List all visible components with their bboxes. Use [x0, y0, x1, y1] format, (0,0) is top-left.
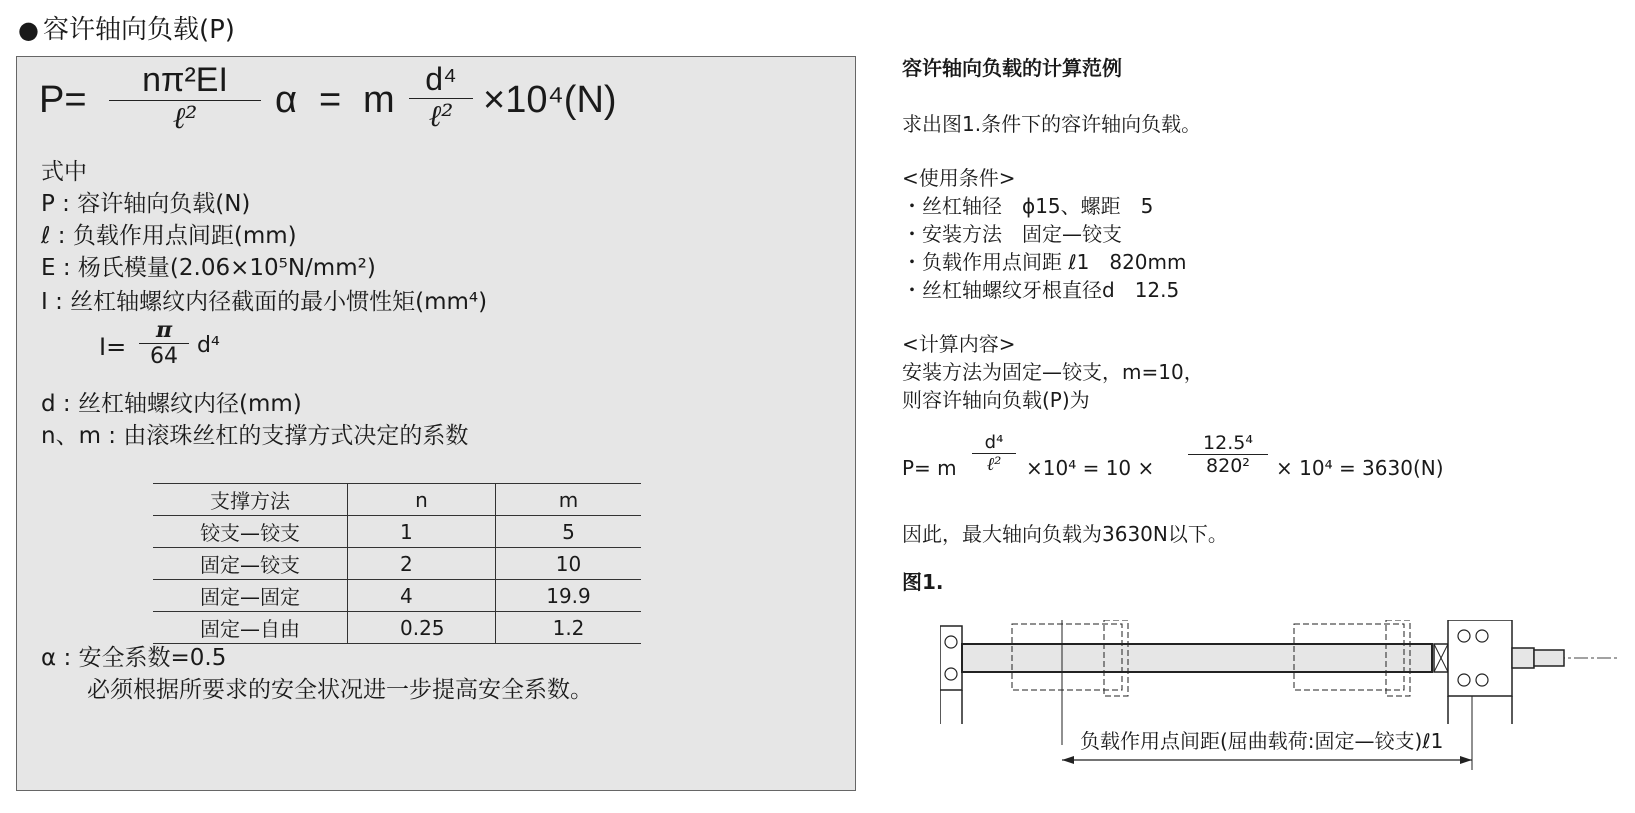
formula-times: ×10⁴(N) [483, 79, 617, 121]
dimension-arrow-right [1460, 756, 1472, 764]
def-nm: n、m : 由滚珠丝杠的支撑方式决定的系数 [41, 423, 469, 449]
formula-panel [16, 56, 856, 791]
table-row [153, 516, 641, 548]
i-formula-fraction [139, 317, 189, 369]
i-formula-lhs: I= [99, 333, 127, 361]
calc-title: <计算内容> [902, 332, 1016, 356]
table-cell: 10 [496, 548, 642, 580]
eq-tail: × 10⁴ = 3630(N) [1276, 456, 1444, 480]
calc-line: 安装方法为固定—铰支，m=10， [902, 360, 1204, 384]
table-cell: 固定—铰支 [153, 548, 348, 580]
conditions-title: <使用条件> [902, 166, 1016, 190]
shaft-end-journal [1534, 650, 1564, 666]
section-title [18, 12, 235, 48]
screw-shaft [962, 644, 1432, 672]
formula-fraction-2 [409, 61, 473, 134]
table-cell: 4 [348, 580, 496, 612]
where-label: 式中 [41, 159, 87, 185]
formula-denominator: ℓ² [172, 101, 198, 136]
formula-p-label: P= [39, 79, 87, 121]
table-header: n [348, 484, 496, 516]
eq-lead: P= m [902, 456, 957, 480]
def-d: d : 丝杠轴螺纹内径(mm) [41, 391, 302, 417]
i-formula-den: 64 [150, 344, 178, 369]
eq-f2-num: 12.5⁴ [1203, 432, 1253, 454]
def-e: E : 杨氏模量(2.06×10⁵N/mm²) [41, 255, 376, 281]
table-header: m [496, 484, 642, 516]
table-cell: 固定—固定 [153, 580, 348, 612]
table-cell: 固定—自由 [153, 612, 348, 644]
formula-fraction-1 [109, 61, 261, 136]
safety-note: 必须根据所要求的安全状况进一步提高安全系数。 [87, 677, 593, 703]
alpha-line: α : 安全系数=0.5 [41, 645, 227, 671]
table-header-row [153, 484, 641, 516]
dimension-arrow-left [1062, 756, 1074, 764]
condition-item: ・丝杠轴径 ϕ15、螺距 5 [902, 194, 1154, 218]
example-intro: 求出图1.条件下的容许轴向负载。 [902, 112, 1202, 136]
eq-f2-den: 820² [1206, 455, 1250, 477]
def-i: I : 丝杠轴螺纹内径截面的最小惯性矩(mm⁴) [41, 289, 488, 315]
condition-item: ・负载作用点间距 ℓ1 820mm [902, 250, 1187, 274]
formula-alpha: α [275, 79, 297, 121]
table-cell: 1.2 [496, 612, 642, 644]
def-l: ℓ : 负载作用点间距(mm) [41, 223, 297, 249]
formula-den2: ℓ² [428, 99, 454, 134]
shaft-end [1512, 648, 1534, 668]
table-cell: 2 [348, 548, 496, 580]
calc-line: 则容许轴向负载(P)为 [902, 388, 1090, 412]
dimension-label: 负载作用点间距(屈曲载荷:固定—铰支)ℓ1 [1080, 729, 1444, 753]
support-coefficient-table [153, 483, 641, 644]
eq-fraction-2 [1188, 432, 1268, 477]
conclusion: 因此，最大轴向负载为3630N以下。 [902, 522, 1228, 546]
table-cell: 19.9 [496, 580, 642, 612]
eq-f1-num: d⁴ [984, 432, 1004, 453]
figure-label: 图1. [902, 570, 944, 594]
formula-equals: = [319, 79, 342, 121]
table-row [153, 580, 641, 612]
table-cell: 5 [496, 516, 642, 548]
bullet-icon: ● [18, 16, 39, 44]
def-p: P : 容许轴向负载(N) [41, 191, 251, 217]
i-formula-rhs: d⁴ [197, 333, 220, 358]
condition-item: ・安装方法 固定—铰支 [902, 222, 1122, 246]
table-cell: 1 [348, 516, 496, 548]
formula-m: m [363, 79, 395, 121]
eq-f1-den: ℓ² [986, 454, 1002, 475]
formula-num2: d⁴ [425, 61, 457, 97]
table-cell: 铰支—铰支 [153, 516, 348, 548]
table-header: 支撑方法 [153, 484, 348, 516]
example-heading: 容许轴向负载的计算范例 [902, 56, 1122, 80]
table-cell: 0.25 [348, 612, 496, 644]
condition-item: ・丝杠轴螺纹牙根直径d 12.5 [902, 278, 1180, 302]
ball-screw-diagram [940, 620, 1630, 810]
eq-mid: ×10⁴ = 10 × [1026, 456, 1155, 480]
right-support-block [1448, 620, 1512, 696]
eq-fraction-1 [972, 432, 1016, 475]
table-row [153, 548, 641, 580]
formula-numerator: nπ²EI [142, 61, 228, 99]
title-text: 容许轴向负载(P) [42, 15, 235, 45]
i-formula-num: π [155, 317, 173, 343]
